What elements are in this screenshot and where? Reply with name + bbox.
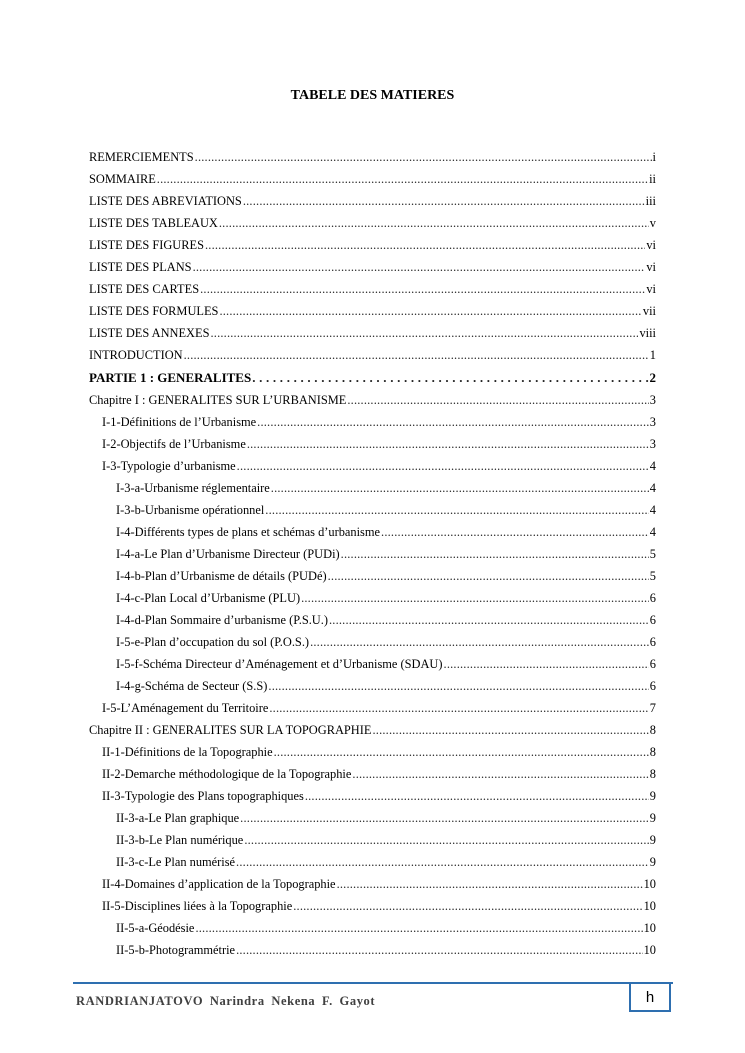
toc-subsection bbox=[89, 851, 656, 873]
toc-entry-label: I-1-Définitions de l’Urbanisme bbox=[102, 415, 257, 429]
dot-leader bbox=[237, 455, 649, 477]
toc-section bbox=[89, 697, 656, 719]
toc-subsection bbox=[89, 587, 656, 609]
toc-entry bbox=[89, 256, 656, 278]
toc-subsection bbox=[89, 477, 656, 499]
toc-entry-label: LISTE DES FORMULES bbox=[89, 304, 219, 318]
page-number-box: h bbox=[629, 984, 671, 1012]
toc-section bbox=[89, 433, 656, 455]
toc-subsection bbox=[89, 631, 656, 653]
dot-leader bbox=[200, 278, 645, 300]
toc-entry-page: 2 bbox=[649, 370, 656, 385]
toc-entry-label: I-3-a-Urbanisme réglementaire bbox=[116, 481, 270, 495]
toc-entry-label: I-2-Objectifs de l’Urbanisme bbox=[102, 437, 246, 451]
toc-entry-label: REMERCIEMENTS bbox=[89, 150, 194, 164]
toc-entry-page: 9 bbox=[649, 855, 656, 869]
toc-entry-page: 10 bbox=[643, 899, 656, 913]
dot-leader bbox=[265, 499, 649, 521]
dot-leader bbox=[210, 322, 638, 344]
dot-leader bbox=[444, 653, 649, 675]
toc-entry-label: II-3-c-Le Plan numérisé bbox=[116, 855, 236, 869]
dot-leader bbox=[381, 521, 649, 543]
toc-entry-label: I-4-a-Le Plan d’Urbanisme Directeur (PUDi) bbox=[116, 547, 340, 561]
dot-leader bbox=[310, 631, 649, 653]
dot-leader bbox=[240, 807, 649, 829]
toc-entry-page: vi bbox=[646, 260, 656, 274]
dot-leader bbox=[269, 697, 648, 719]
toc-entry-label: II-5-b-Photogrammétrie bbox=[116, 943, 236, 957]
toc-entry-page: 4 bbox=[649, 481, 656, 495]
toc-entry-label: II-4-Domaines d’application de la Topographie bbox=[102, 877, 336, 891]
dot-leader bbox=[247, 433, 649, 455]
toc-entry-page: i bbox=[652, 150, 656, 164]
dot-leader bbox=[195, 917, 642, 939]
toc-part-heading bbox=[89, 366, 656, 389]
toc-entry-label: LISTE DES ABREVIATIONS bbox=[89, 194, 242, 208]
footer-author: RANDRIANJATOVO Narindra Nekena F. Gayot bbox=[76, 994, 376, 1008]
dot-leader bbox=[184, 344, 649, 366]
toc-subsection bbox=[89, 653, 656, 675]
dot-leader bbox=[372, 719, 648, 741]
toc-entry-page: 10 bbox=[643, 921, 656, 935]
toc-section bbox=[89, 873, 656, 895]
toc-entry bbox=[89, 300, 656, 322]
toc-entry-page: 4 bbox=[649, 459, 656, 473]
dot-leader bbox=[347, 389, 648, 411]
toc-entry-page: 3 bbox=[649, 393, 656, 407]
toc-entry-label: I-4-Différents types de plans et schémas d’urbanisme bbox=[116, 525, 381, 539]
dot-leader bbox=[236, 939, 643, 961]
toc-entry-label: II-3-a-Le Plan graphique bbox=[116, 811, 240, 825]
toc-subsection bbox=[89, 609, 656, 631]
dot-leader bbox=[219, 300, 641, 322]
toc-entry-label: I-4-b-Plan d’Urbanisme de détails (PUDé) bbox=[116, 569, 327, 583]
toc-entry-label: INTRODUCTION bbox=[89, 348, 183, 362]
toc-entry bbox=[89, 234, 656, 256]
toc-entry-page: vi bbox=[646, 238, 656, 252]
dot-leader bbox=[257, 411, 649, 433]
toc-entry-page: 9 bbox=[649, 833, 656, 847]
toc-entry bbox=[89, 190, 656, 212]
dot-leader bbox=[268, 675, 648, 697]
dot-leader bbox=[329, 609, 649, 631]
toc-entry-page: 8 bbox=[649, 745, 656, 759]
toc-chapter bbox=[89, 719, 656, 741]
toc-entry-page: 7 bbox=[649, 701, 656, 715]
dot-leader bbox=[305, 785, 649, 807]
toc-subsection bbox=[89, 807, 656, 829]
dot-leader bbox=[341, 543, 649, 565]
toc-entry-page: 9 bbox=[649, 789, 656, 803]
toc-section bbox=[89, 455, 656, 477]
toc-entry-label: LISTE DES PLANS bbox=[89, 260, 192, 274]
toc-section bbox=[89, 741, 656, 763]
toc-entry-label: II-2-Demarche méthodologique de la Topographie bbox=[102, 767, 352, 781]
toc-subsection bbox=[89, 565, 656, 587]
toc-subsection bbox=[89, 917, 656, 939]
toc-entry-label: I-4-g-Schéma de Secteur (S.S) bbox=[116, 679, 268, 693]
toc-section bbox=[89, 411, 656, 433]
toc-entry-page: 10 bbox=[643, 943, 656, 957]
toc-entry-page: 4 bbox=[649, 503, 656, 517]
toc-entry-page: v bbox=[649, 216, 656, 230]
toc-entry-label: Chapitre II : GENERALITES SUR LA TOPOGRAPHIE bbox=[89, 723, 372, 737]
toc-entry bbox=[89, 344, 656, 366]
toc-entry-label: I-4-c-Plan Local d’Urbanisme (PLU) bbox=[116, 591, 301, 605]
dot-leader bbox=[328, 565, 649, 587]
dot-leader bbox=[219, 212, 649, 234]
dot-leader bbox=[193, 256, 646, 278]
toc-subsection bbox=[89, 829, 656, 851]
toc-entry-label: SOMMAIRE bbox=[89, 172, 156, 186]
toc-entry-page: 5 bbox=[649, 547, 656, 561]
dot-leader bbox=[301, 587, 649, 609]
footer-divider bbox=[73, 982, 673, 984]
toc-entry bbox=[89, 278, 656, 300]
toc-entry-page: 6 bbox=[649, 613, 656, 627]
toc-entry-label: PARTIE 1 : GENERALITES bbox=[89, 370, 252, 385]
toc-subsection bbox=[89, 543, 656, 565]
toc-subsection bbox=[89, 675, 656, 697]
toc-entry-page: 8 bbox=[649, 723, 656, 737]
toc-subsection bbox=[89, 521, 656, 543]
page-title: TABELE DES MATIERES bbox=[290, 88, 455, 103]
dot-leader bbox=[157, 168, 648, 190]
toc-entry-label: LISTE DES TABLEAUX bbox=[89, 216, 218, 230]
toc-section bbox=[89, 763, 656, 785]
dot-leader bbox=[195, 146, 652, 168]
toc-entry-page: ii bbox=[649, 172, 656, 186]
toc-entry-label: I-3-Typologie d’urbanisme bbox=[102, 459, 236, 473]
toc-entry-page: 9 bbox=[649, 811, 656, 825]
toc-entry-label: I-3-b-Urbanisme opérationnel bbox=[116, 503, 265, 517]
toc-entry-page: iii bbox=[645, 194, 656, 208]
toc-entry-label: II-3-b-Le Plan numérique bbox=[116, 833, 244, 847]
toc-entry-label: I-5-L’Aménagement du Territoire bbox=[102, 701, 269, 715]
dot-leader bbox=[252, 366, 648, 389]
toc-section bbox=[89, 785, 656, 807]
dot-leader bbox=[293, 895, 642, 917]
toc-chapter bbox=[89, 389, 656, 411]
toc-entry-page: 5 bbox=[649, 569, 656, 583]
dot-leader bbox=[271, 477, 649, 499]
toc-entry bbox=[89, 168, 656, 190]
dot-leader bbox=[205, 234, 645, 256]
dot-leader bbox=[337, 873, 643, 895]
toc-entry-label: II-5-a-Géodésie bbox=[116, 921, 195, 935]
dot-leader bbox=[244, 829, 648, 851]
toc-entry-label: LISTE DES CARTES bbox=[89, 282, 200, 296]
toc-entry-page: vii bbox=[642, 304, 656, 318]
dot-leader bbox=[352, 763, 648, 785]
toc-entry-page: 4 bbox=[649, 525, 656, 539]
toc-entry-label: II-5-Disciplines liées à la Topographie bbox=[102, 899, 293, 913]
toc-entry-label: Chapitre I : GENERALITES SUR L’URBANISME bbox=[89, 393, 347, 407]
toc-section bbox=[89, 895, 656, 917]
toc-entry bbox=[89, 146, 656, 168]
toc-entry bbox=[89, 322, 656, 344]
toc-subsection bbox=[89, 939, 656, 961]
toc-entry-page: vi bbox=[646, 282, 656, 296]
toc-entry-label: I-5-e-Plan d’occupation du sol (P.O.S.) bbox=[116, 635, 310, 649]
toc-entry-page: 6 bbox=[649, 591, 656, 605]
dot-leader bbox=[243, 190, 645, 212]
toc-entry-label: I-5-f-Schéma Directeur d’Aménagement et d’Urbanisme (SDAU) bbox=[116, 657, 443, 671]
toc-entry-label: II-1-Définitions de la Topographie bbox=[102, 745, 273, 759]
toc-entry-page: 10 bbox=[643, 877, 656, 891]
toc-entry-page: 3 bbox=[649, 437, 656, 451]
toc-entry-page: 3 bbox=[649, 415, 656, 429]
toc-entry-label: LISTE DES FIGURES bbox=[89, 238, 204, 252]
toc-entry-page: 6 bbox=[649, 679, 656, 693]
toc-entry-page: 6 bbox=[649, 657, 656, 671]
dot-leader bbox=[274, 741, 649, 763]
toc-entry-label: II-3-Typologie des Plans topographiques bbox=[102, 789, 304, 803]
toc-entry-page: 1 bbox=[649, 348, 656, 362]
toc-subsection bbox=[89, 499, 656, 521]
toc-entry-page: 6 bbox=[649, 635, 656, 649]
toc-entry-page: 8 bbox=[649, 767, 656, 781]
dot-leader bbox=[236, 851, 649, 873]
toc-entry-page: viii bbox=[639, 326, 656, 340]
toc-entry-label: LISTE DES ANNEXES bbox=[89, 326, 210, 340]
table-of-contents bbox=[89, 146, 656, 961]
toc-entry bbox=[89, 212, 656, 234]
toc-entry-label: I-4-d-Plan Sommaire d’urbanisme (P.S.U.) bbox=[116, 613, 328, 627]
